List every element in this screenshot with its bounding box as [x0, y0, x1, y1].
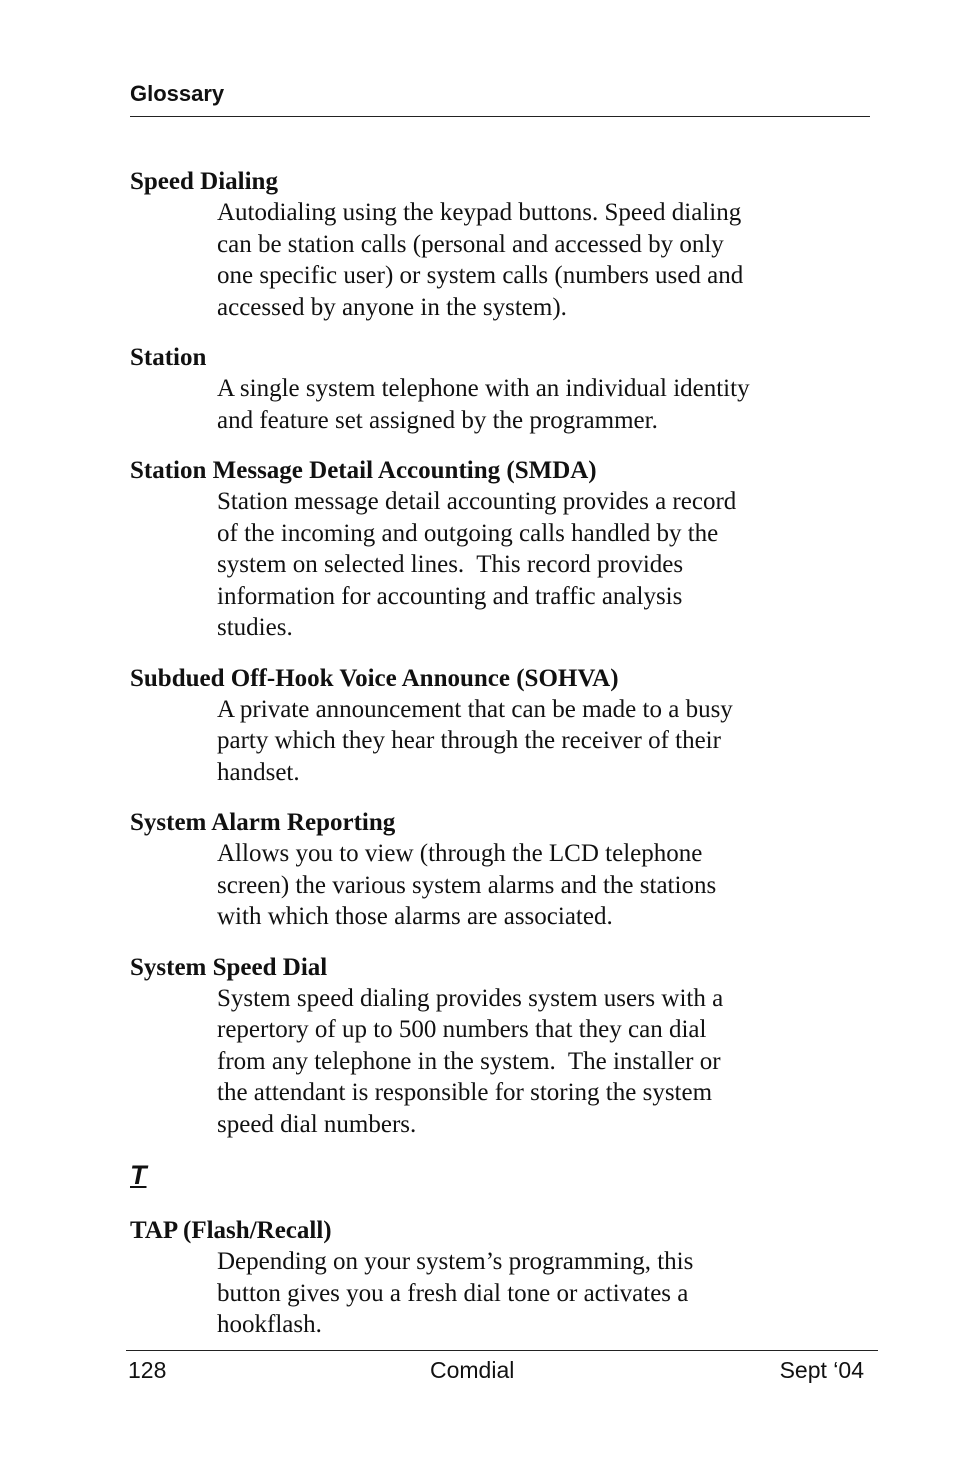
definition-line: accessed by anyone in the system). — [217, 293, 567, 321]
definition-line: Autodialing using the keypad buttons. Speed dialing — [217, 199, 742, 226]
glossary-entry — [130, 663, 830, 789]
definition-line: Station message detail accounting provides a record — [217, 488, 737, 515]
definition-line: can be station calls (personal and accessed by only — [217, 230, 724, 258]
glossary-term: Speed Dialing — [130, 168, 278, 195]
glossary-entry — [130, 952, 830, 1141]
glossary-entry — [130, 455, 830, 644]
glossary-definition — [217, 838, 792, 933]
page-header — [130, 80, 870, 117]
definition-line: button gives you a fresh dial tone or activates a — [217, 1279, 689, 1307]
definition-line: party which they hear through the receiver of their — [217, 727, 721, 754]
definition-line: Allows you to view (through the LCD telephone — [217, 840, 703, 867]
glossary-term: System Speed Dial — [130, 953, 328, 981]
glossary-entries-s — [130, 166, 830, 1140]
glossary-term: Station Message Detail Accounting (SMDA) — [130, 457, 597, 484]
definition-line: of the incoming and outgoing calls handled by the — [217, 519, 719, 547]
glossary-entry — [130, 807, 830, 933]
page-number: 128 — [128, 1357, 167, 1383]
glossary-definition — [217, 197, 792, 323]
definition-line: screen) the various system alarms and the stations — [217, 871, 717, 899]
glossary-term: Subdued Off-Hook Voice Announce (SOHVA) — [130, 664, 619, 692]
glossary-term: Station — [130, 344, 207, 371]
glossary-entries-t — [130, 1215, 830, 1341]
glossary-entry — [130, 1215, 830, 1341]
section-letter-heading: T — [130, 1160, 147, 1190]
section-title: Glossary — [130, 81, 225, 106]
definition-line: and feature set assigned by the programmer. — [217, 406, 658, 434]
page-footer — [126, 1350, 878, 1385]
definition-line: repertory of up to 500 numbers that they can dial — [217, 1016, 707, 1043]
glossary-term: System Alarm Reporting — [130, 809, 396, 836]
glossary-definition — [217, 486, 792, 644]
definition-line: information for accounting and traffic analysis — [217, 582, 683, 610]
glossary-content — [130, 166, 830, 1360]
publisher-name: Comdial — [430, 1357, 515, 1383]
definition-line: handset. — [217, 758, 300, 786]
glossary-definition — [217, 373, 792, 436]
glossary-definition — [217, 694, 792, 789]
glossary-definition — [217, 983, 792, 1141]
definition-line: system on selected lines. This record provides — [217, 551, 684, 578]
glossary-term: TAP (Flash/Recall) — [130, 1217, 332, 1244]
publication-date: Sept ‘04 — [779, 1357, 864, 1383]
definition-line: System speed dialing provides system users with a — [217, 984, 724, 1012]
glossary-definition — [217, 1246, 792, 1341]
definition-line: speed dial numbers. — [217, 1110, 417, 1138]
definition-line: from any telephone in the system. The installer or — [217, 1047, 721, 1075]
glossary-entry — [130, 342, 830, 436]
definition-line: A private announcement that can be made to a busy — [217, 695, 733, 723]
definition-line: studies. — [217, 614, 293, 641]
definition-line: the attendant is responsible for storing the system — [217, 1079, 713, 1106]
definition-line: hookflash. — [217, 1311, 322, 1338]
definition-line: one specific user) or system calls (numbers used and — [217, 262, 744, 289]
definition-line: with which those alarms are associated. — [217, 903, 613, 930]
definition-line: A single system telephone with an individual identity — [217, 375, 750, 402]
glossary-entry — [130, 166, 830, 323]
definition-line: Depending on your system’s programming, this — [217, 1248, 694, 1275]
